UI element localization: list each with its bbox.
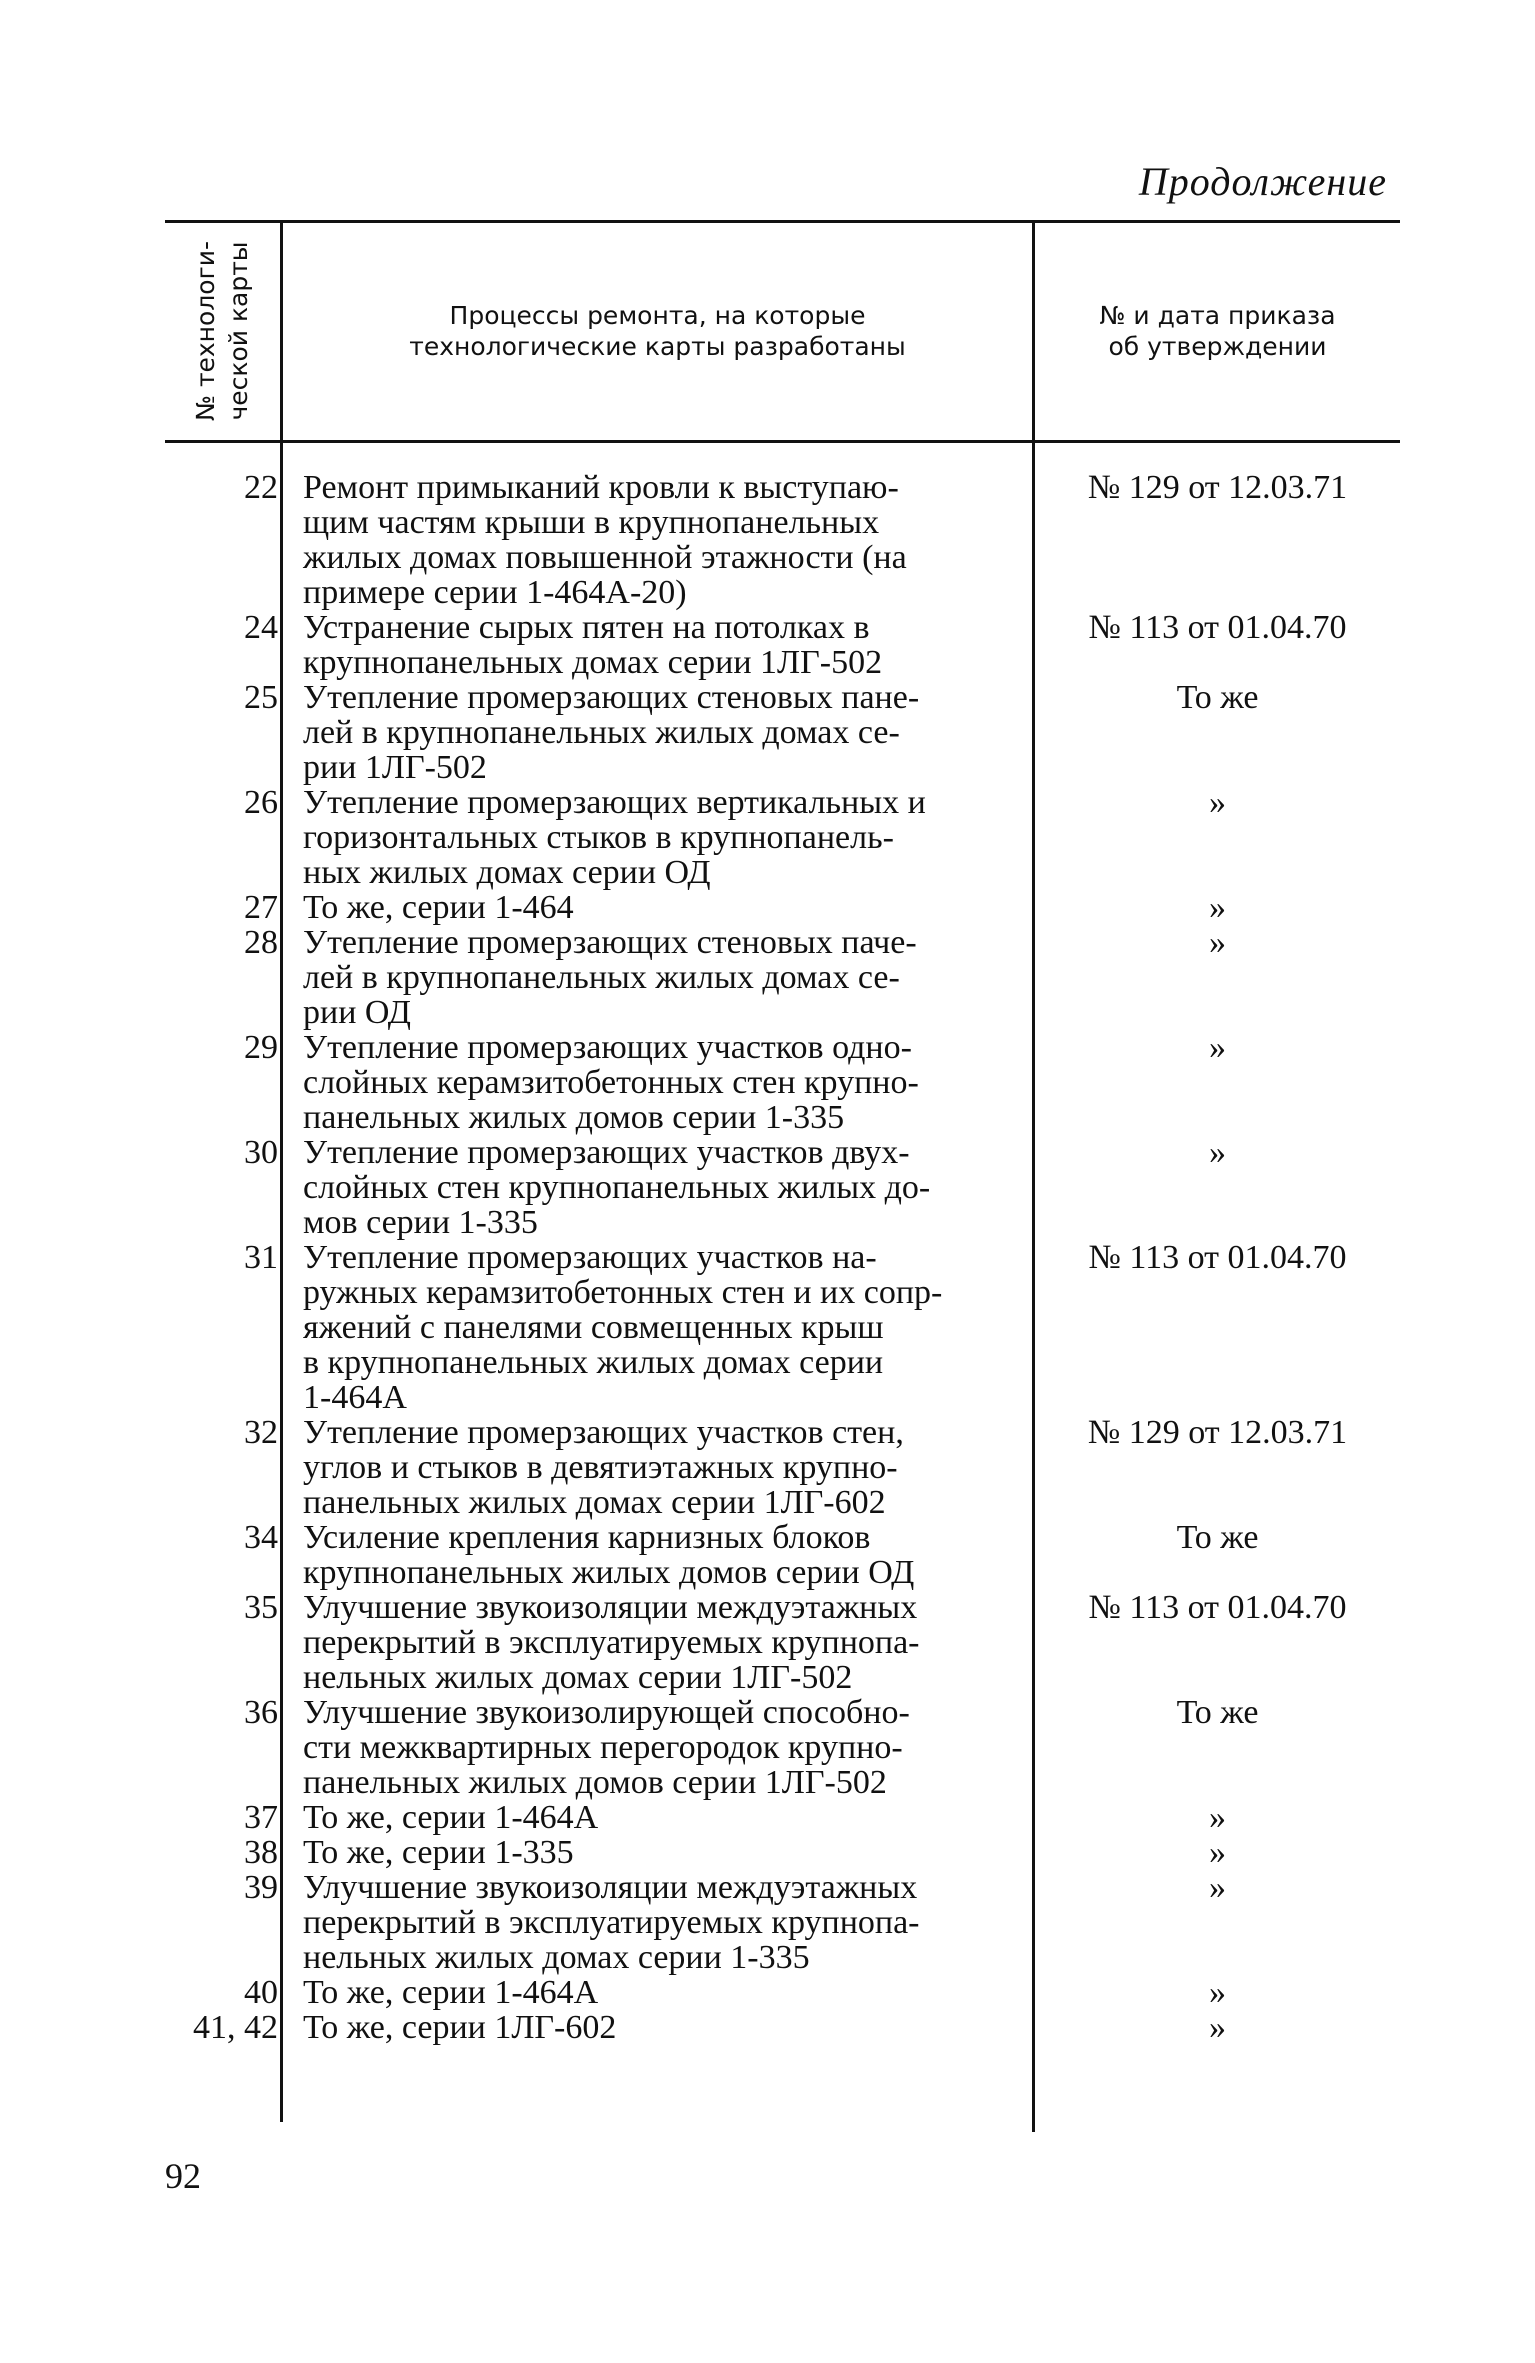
order-date-cell: № 113 от 01.04.70 <box>1088 1239 1347 1276</box>
process-description-cell <box>303 1520 1010 1590</box>
process-description-line: Устранение сырых пятен на потолках в <box>303 609 870 646</box>
table-row <box>0 1695 1535 1800</box>
process-description-cell <box>303 1695 1010 1800</box>
card-number-cell: 28 <box>244 924 278 961</box>
continuation-label: Продолжение <box>1138 159 1387 204</box>
order-date-cell: » <box>1209 1029 1226 1066</box>
process-description-line: ружных керамзитобетонных стен и их сопр- <box>303 1274 943 1311</box>
process-description-cell <box>303 890 1010 925</box>
process-description-line: в крупнопанельных жилых домах серии <box>303 1344 884 1381</box>
order-date-cell: То же <box>1176 1694 1259 1731</box>
process-description-line: слойных стен крупнопанельных жилых до- <box>303 1169 931 1206</box>
card-number-cell: 34 <box>244 1519 278 1556</box>
table-row <box>0 1030 1535 1135</box>
order-date-cell: № 113 от 01.04.70 <box>1088 609 1347 646</box>
card-number-cell: 37 <box>244 1799 278 1836</box>
table-row <box>0 785 1535 890</box>
table-row <box>0 1975 1535 2010</box>
process-description-cell <box>303 1800 1010 1835</box>
order-date-cell: То же <box>1176 1519 1259 1556</box>
process-description-line: Улучшение звукоизоляции междуэтажных <box>303 1869 918 1906</box>
process-description-line: мов серии 1-335 <box>303 1204 538 1241</box>
process-description-cell <box>303 2010 1010 2045</box>
process-description-cell <box>303 1415 1010 1520</box>
process-description-line: Утепление промерзающих участков стен, <box>303 1414 904 1451</box>
process-description-line: То же, серии 1-464 <box>303 889 574 926</box>
order-date-cell: № 129 от 12.03.71 <box>1087 469 1348 506</box>
table-row <box>0 1590 1535 1695</box>
order-date-cell: То же <box>1176 679 1259 716</box>
process-description-line: Ремонт примыканий кровли к выступаю- <box>303 469 899 506</box>
card-number-cell: 35 <box>244 1589 278 1626</box>
table-row <box>0 610 1535 680</box>
header-processes-line: технологические карты разработаны <box>409 332 906 361</box>
process-description-cell <box>303 1030 1010 1135</box>
order-date-cell: № 129 от 12.03.71 <box>1087 1414 1348 1451</box>
process-description-line: панельных жилых домов серии 1ЛГ-502 <box>303 1764 887 1801</box>
process-description-line: То же, серии 1ЛГ-602 <box>303 2009 617 2046</box>
table-row <box>0 1835 1535 1870</box>
table-row <box>0 470 1535 610</box>
process-description-line: То же, серии 1-335 <box>303 1834 574 1871</box>
process-description-cell <box>303 1870 1010 1975</box>
process-description-line: То же, серии 1-464А <box>303 1974 599 2011</box>
table-body <box>0 470 1535 2045</box>
order-date-cell: » <box>1209 924 1226 961</box>
process-description-line: 1-464А <box>303 1379 407 1416</box>
table-header-rule <box>165 440 1400 443</box>
process-description-line: Утепление промерзающих стеновых пане- <box>303 679 920 716</box>
card-number-cell: 24 <box>244 609 278 646</box>
process-description-line: нельных жилых домах серии 1ЛГ-502 <box>303 1659 853 1696</box>
process-description-line: панельных жилых домах серии 1ЛГ-602 <box>303 1484 886 1521</box>
table-row <box>0 890 1535 925</box>
process-description-line: рии ОД <box>303 994 411 1031</box>
table-row <box>0 1870 1535 1975</box>
process-description-line: сти межквартирных перегородок крупно- <box>303 1729 903 1766</box>
header-card-number <box>165 222 280 440</box>
card-number-cell: 41, 42 <box>193 2009 278 2046</box>
header-order-date <box>1035 222 1400 440</box>
order-date-cell: » <box>1209 1869 1226 1906</box>
header-order-date-line: об утверждении <box>1108 332 1327 361</box>
table-row <box>0 1415 1535 1520</box>
card-number-cell: 36 <box>244 1694 278 1731</box>
order-date-cell: » <box>1209 2009 1226 2046</box>
process-description-line: жилых домах повышенной этажности (на <box>303 539 907 576</box>
process-description-line: щим частям крыши в крупнопанельных <box>303 504 880 541</box>
process-description-line: Утепление промерзающих стеновых паче- <box>303 924 917 961</box>
page-number: 92 <box>165 2156 201 2196</box>
process-description-line: панельных жилых домов серии 1-335 <box>303 1099 845 1136</box>
header-card-number-line: № технологи- <box>191 240 220 422</box>
process-description-line: лей в крупнопанельных жилых домах се- <box>303 714 900 751</box>
header-order-date-line: № и дата приказа <box>1099 301 1336 330</box>
header-card-number-line: ческой карты <box>224 241 253 421</box>
process-description-line: примере серии 1-464А-20) <box>303 574 687 611</box>
table-row <box>0 1135 1535 1240</box>
table-row <box>0 925 1535 1030</box>
table-row <box>0 1520 1535 1590</box>
process-description-cell <box>303 1590 1010 1695</box>
process-description-cell <box>303 1975 1010 2010</box>
card-number-cell: 30 <box>244 1134 278 1171</box>
process-description-line: яжений с панелями совмещенных крыш <box>303 1309 884 1346</box>
order-date-cell: » <box>1209 1134 1226 1171</box>
process-description-cell <box>303 1835 1010 1870</box>
order-date-cell: » <box>1209 1799 1226 1836</box>
process-description-cell <box>303 925 1010 1030</box>
card-number-cell: 26 <box>244 784 278 821</box>
process-description-cell <box>303 470 1010 610</box>
table-row <box>0 2010 1535 2045</box>
process-description-line: горизонтальных стыков в крупнопанель- <box>303 819 894 856</box>
process-description-line: лей в крупнопанельных жилых домах се- <box>303 959 900 996</box>
process-description-line: То же, серии 1-464А <box>303 1799 599 1836</box>
table-row <box>0 680 1535 785</box>
process-description-line: перекрытий в эксплуатируемых крупнопа- <box>303 1624 920 1661</box>
card-number-cell: 25 <box>244 679 278 716</box>
process-description-line: Утепление промерзающих участков одно- <box>303 1029 912 1066</box>
card-number-cell: 38 <box>244 1834 278 1871</box>
process-description-line: Утепление промерзающих участков на- <box>303 1239 877 1276</box>
order-date-cell: » <box>1209 889 1226 926</box>
process-description-line: Усиление крепления карнизных блоков <box>303 1519 871 1556</box>
process-description-line: слойных керамзитобетонных стен крупно- <box>303 1064 919 1101</box>
process-description-line: рии 1ЛГ-502 <box>303 749 487 786</box>
order-date-cell: » <box>1209 1834 1226 1871</box>
process-description-cell <box>303 610 1010 680</box>
card-number-cell: 32 <box>244 1414 278 1451</box>
card-number-cell: 39 <box>244 1869 278 1906</box>
process-description-line: нельных жилых домах серии 1-335 <box>303 1939 810 1976</box>
header-processes-line: Процессы ремонта, на которые <box>449 301 866 330</box>
process-description-line: Утепление промерзающих вертикальных и <box>303 784 926 821</box>
card-number-cell: 29 <box>244 1029 278 1066</box>
order-date-cell: » <box>1209 784 1226 821</box>
order-date-cell: № 113 от 01.04.70 <box>1088 1589 1347 1626</box>
process-description-line: ных жилых домах серии ОД <box>303 854 711 891</box>
card-number-cell: 27 <box>244 889 278 926</box>
process-description-cell <box>303 1240 1010 1415</box>
process-description-cell <box>303 680 1010 785</box>
process-description-line: крупнопанельных домах серии 1ЛГ-502 <box>303 644 883 681</box>
card-number-cell: 40 <box>244 1974 278 2011</box>
process-description-line: Улучшение звукоизолирующей способно- <box>303 1694 910 1731</box>
process-description-line: Улучшение звукоизоляции междуэтажных <box>303 1589 918 1626</box>
header-processes <box>283 222 1032 440</box>
process-description-line: Утепление промерзающих участков двух- <box>303 1134 910 1171</box>
process-description-cell <box>303 785 1010 890</box>
process-description-line: крупнопанельных жилых домов серии ОД <box>303 1554 915 1591</box>
card-number-cell: 22 <box>244 469 278 506</box>
order-date-cell: » <box>1209 1974 1226 2011</box>
card-number-cell: 31 <box>244 1239 278 1276</box>
table-row <box>0 1800 1535 1835</box>
process-description-line: углов и стыков в девятиэтажных крупно- <box>303 1449 898 1486</box>
process-description-cell <box>303 1135 1010 1240</box>
table-row <box>0 1240 1535 1415</box>
process-description-line: перекрытий в эксплуатируемых крупнопа- <box>303 1904 920 1941</box>
